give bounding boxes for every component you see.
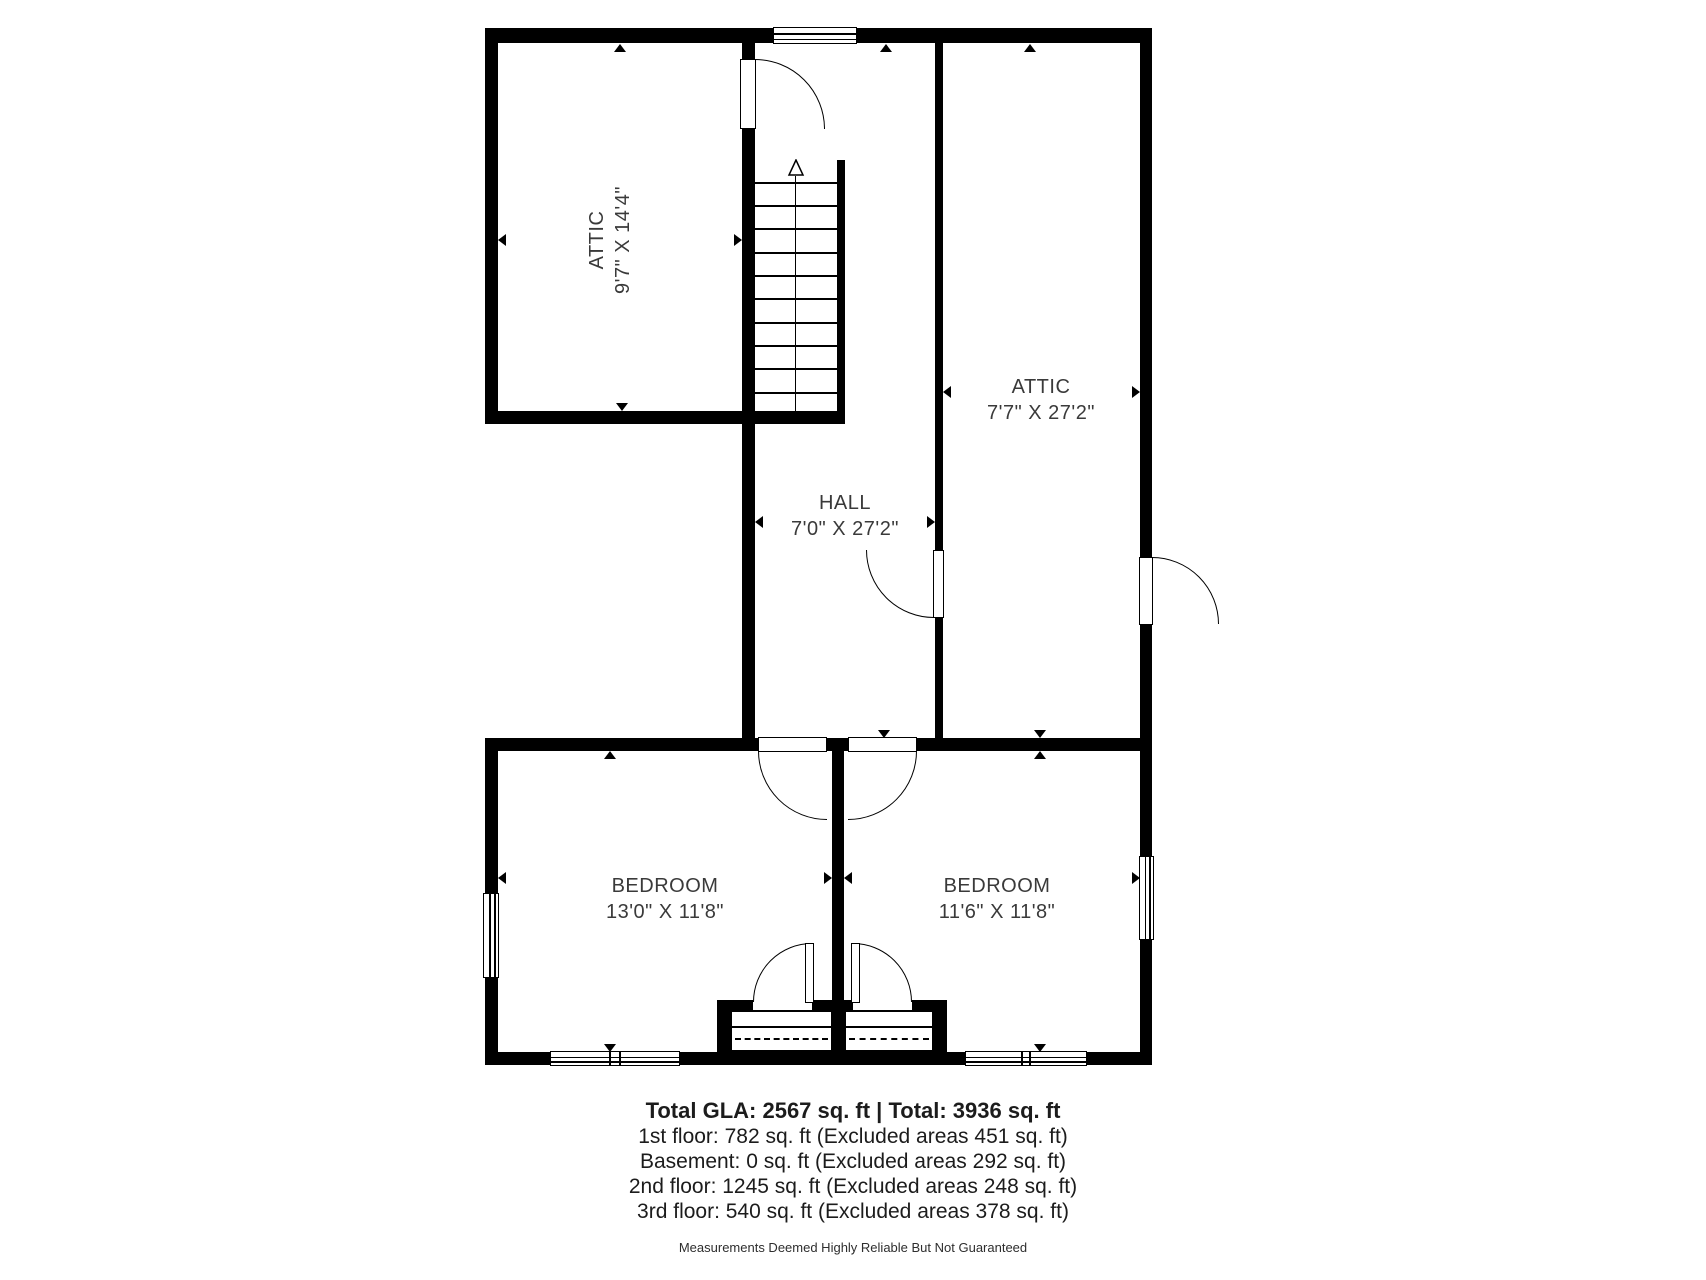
closet-rod-line: [735, 1038, 828, 1040]
room-dims: 11'6" X 11'8": [938, 901, 1056, 923]
dimension-marker: [604, 751, 616, 759]
window-bedroom-right-south: [965, 1051, 1087, 1066]
door-swing: [758, 751, 827, 820]
door-leaf: [851, 943, 860, 1003]
window-bedroom-right-east: [1139, 856, 1154, 940]
stair-tread: [755, 275, 837, 277]
wall-attic-left-bottom: [485, 411, 845, 424]
dimension-marker: [734, 234, 742, 246]
wall-stairs-right: [837, 160, 845, 424]
dimension-marker: [498, 872, 506, 884]
floor-area-line: 1st floor: 782 sq. ft (Excluded areas 451 sq. ft): [638, 1125, 1068, 1148]
wall-closet-top: [717, 1000, 947, 1010]
closet-right: [844, 1010, 934, 1052]
stair-tread: [755, 392, 837, 394]
disclaimer: Measurements Deemed Highly Reliable But Not Guaranteed: [678, 1240, 1028, 1255]
floor-area-line: 2nd floor: 1245 sq. ft (Excluded areas 248 sq. ft): [628, 1175, 1078, 1198]
stair-tread: [755, 182, 837, 184]
stair-tread: [755, 252, 837, 254]
door-leaf: [805, 943, 814, 1003]
room-name: BEDROOM: [943, 875, 1051, 897]
closet-left: [730, 1010, 833, 1052]
door-leaf: [933, 550, 944, 618]
stair-center-line: [795, 176, 797, 411]
room-dims: 7'7" X 27'2": [987, 402, 1095, 424]
stair-tread: [755, 298, 837, 300]
room-name: HALL: [818, 492, 872, 514]
door-leaf: [758, 737, 827, 752]
window-bedroom-left-south: [550, 1051, 680, 1066]
room-label-attic-left: [584, 170, 636, 310]
room-dims: 9'7" X 14'4": [612, 186, 634, 294]
dimension-marker: [604, 1044, 616, 1052]
room-dims: 7'0" X 27'2": [791, 518, 899, 540]
floor-area-line: Basement: 0 sq. ft (Excluded areas 292 sq. ft): [639, 1150, 1067, 1173]
dimension-marker: [1132, 872, 1140, 884]
door-leaf: [848, 737, 917, 752]
window-bedroom-left-west: [483, 893, 499, 978]
dimension-marker: [824, 872, 832, 884]
door-swing: [866, 550, 934, 618]
room-label-bedroom-right: [897, 873, 1097, 925]
dimension-marker: [1024, 44, 1036, 52]
room-name: BEDROOM: [611, 875, 719, 897]
wall-closet-right: [934, 1000, 947, 1065]
window-hall-top: [773, 27, 857, 44]
closet-rod-line: [849, 1038, 929, 1040]
stairs-up-arrow-icon: [787, 159, 805, 177]
dimension-marker: [878, 730, 890, 738]
door-leaf: [740, 59, 756, 129]
total-gla-line: Total GLA: 2567 sq. ft | Total: 3936 sq. ft: [645, 1098, 1061, 1123]
door-swing: [753, 943, 812, 1002]
staircase: [755, 162, 837, 411]
room-dims: 13'0" X 11'8": [605, 901, 725, 923]
door-swing: [853, 943, 912, 1002]
door-swing: [755, 59, 825, 129]
dimension-marker: [880, 44, 892, 52]
closet-shelf-line: [846, 1026, 932, 1028]
stair-tread: [755, 368, 837, 370]
room-label-hall: [745, 490, 945, 542]
wall-attic-left-outer: [485, 28, 498, 424]
room-label-attic-right: [941, 374, 1141, 426]
room-label-bedroom-left: [565, 873, 765, 925]
stair-tread: [755, 345, 837, 347]
dimension-marker: [844, 872, 852, 884]
wall-bedroom-divider: [832, 738, 844, 1065]
room-name: ATTIC: [1011, 376, 1071, 398]
closet-shelf-line: [732, 1026, 831, 1028]
door-swing: [848, 751, 917, 820]
dimension-marker: [1034, 751, 1046, 759]
floor-area-line: 3rd floor: 540 sq. ft (Excluded areas 378 sq. ft): [637, 1200, 1069, 1223]
dimension-marker: [1034, 1044, 1046, 1052]
wall-hall-left: [742, 43, 755, 751]
stair-tread: [755, 228, 837, 230]
wall-closet-left: [717, 1000, 730, 1065]
room-name: ATTIC: [586, 210, 608, 270]
stair-tread: [755, 205, 837, 207]
dimension-marker: [614, 44, 626, 52]
dimension-marker: [498, 234, 506, 246]
dimension-marker: [616, 403, 628, 411]
stair-tread: [755, 322, 837, 324]
door-swing: [1152, 557, 1219, 624]
area-summary: [0, 1098, 1706, 1255]
dimension-marker: [1034, 730, 1046, 738]
door-leaf: [1139, 557, 1153, 625]
